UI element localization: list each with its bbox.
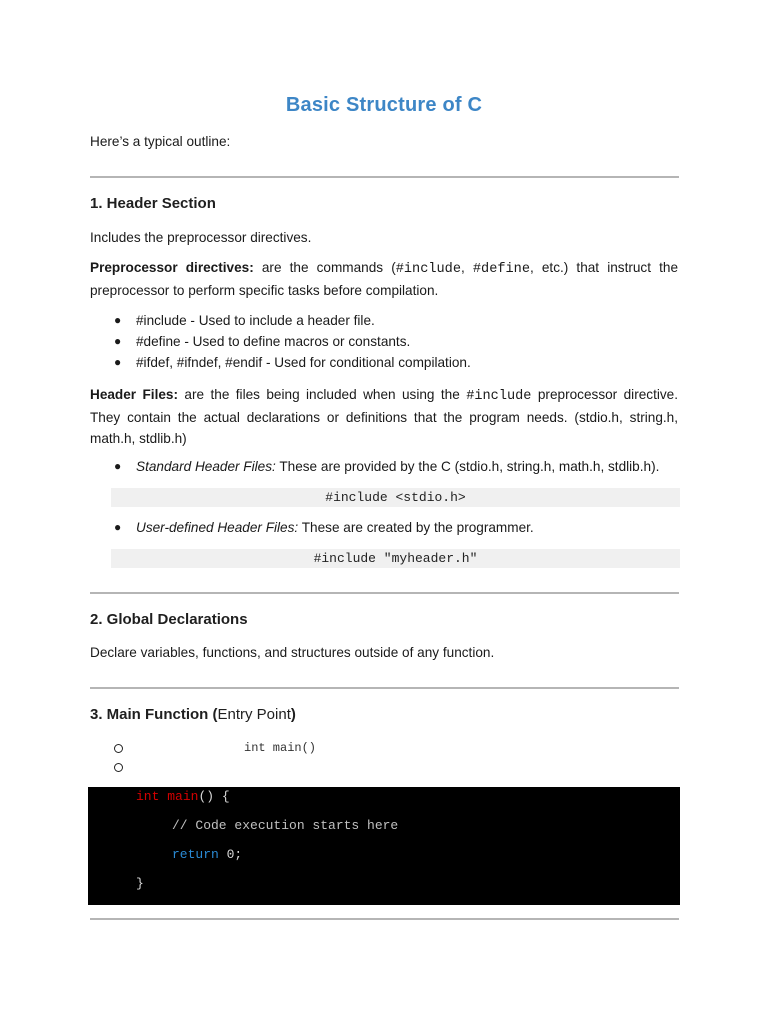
divider: [90, 176, 679, 178]
intro-text: Here’s a typical outline:: [90, 134, 231, 149]
header-section-desc: Includes the preprocessor directives.: [90, 230, 312, 245]
circle-bullet-icon: [114, 744, 123, 753]
divider: [90, 918, 679, 920]
main-signature: int main(): [244, 741, 317, 755]
code-line: }: [136, 876, 144, 891]
code-block-myheader: #include "myheader.h": [111, 549, 680, 568]
list-item: ● #ifdef, #ifndef, #endif - Used for conditional compilation.: [136, 352, 471, 373]
section-heading-main: 3. Main Function (Entry Point): [90, 706, 296, 723]
bullet-icon: ●: [114, 520, 122, 534]
preprocessor-paragraph: Preprocessor directives: are the commands (#include, #define, etc.) that instruct the preprocessor to perform specific tasks before compilation.: [90, 260, 679, 298]
section-heading-global: 2. Global Declarations: [90, 611, 248, 628]
bullet-icon: ●: [114, 334, 122, 348]
code-line: return 0;: [172, 847, 243, 862]
divider: [90, 592, 679, 594]
inline-code-define: #define: [472, 262, 530, 277]
global-declarations-desc: Declare variables, functions, and structures outside of any function.: [90, 645, 495, 660]
section-heading-header: 1. Header Section: [90, 195, 216, 212]
main-code-block: [88, 787, 680, 905]
page-title: Basic Structure of C: [285, 94, 483, 116]
header-files-label: Header Files:: [90, 387, 179, 402]
divider: [90, 687, 679, 689]
list-item-standard-headers: ● Standard Header Files: These are provided by the C (stdio.h, string.h, math.h, stdlib.h).: [136, 456, 659, 477]
inline-code-include: #include: [466, 389, 532, 404]
inline-code-include: #include: [395, 262, 461, 277]
list-item: ● #define - Used to define macros or constants.: [136, 331, 410, 352]
code-block-stdio: #include <stdio.h>: [111, 488, 680, 507]
bullet-icon: ●: [114, 355, 122, 369]
bullet-icon: ●: [114, 313, 122, 327]
code-line: int main() {: [136, 789, 230, 804]
code-comment: // Code execution starts here: [172, 818, 399, 833]
list-item: ● #include - Used to include a header file.: [136, 310, 375, 331]
list-item-user-headers: ● User-defined Header Files: These are created by the programmer.: [136, 517, 534, 538]
circle-bullet-icon: [114, 763, 123, 772]
preprocessor-label: Preprocessor directives:: [90, 260, 254, 275]
header-files-paragraph: Header Files: are the files being included when using the #include preprocessor directive. They contain the actual declarations or definitions that the program needs. (stdio.h, string.h, math.h, stdlib.h): [90, 387, 679, 446]
bullet-icon: ●: [114, 459, 122, 473]
